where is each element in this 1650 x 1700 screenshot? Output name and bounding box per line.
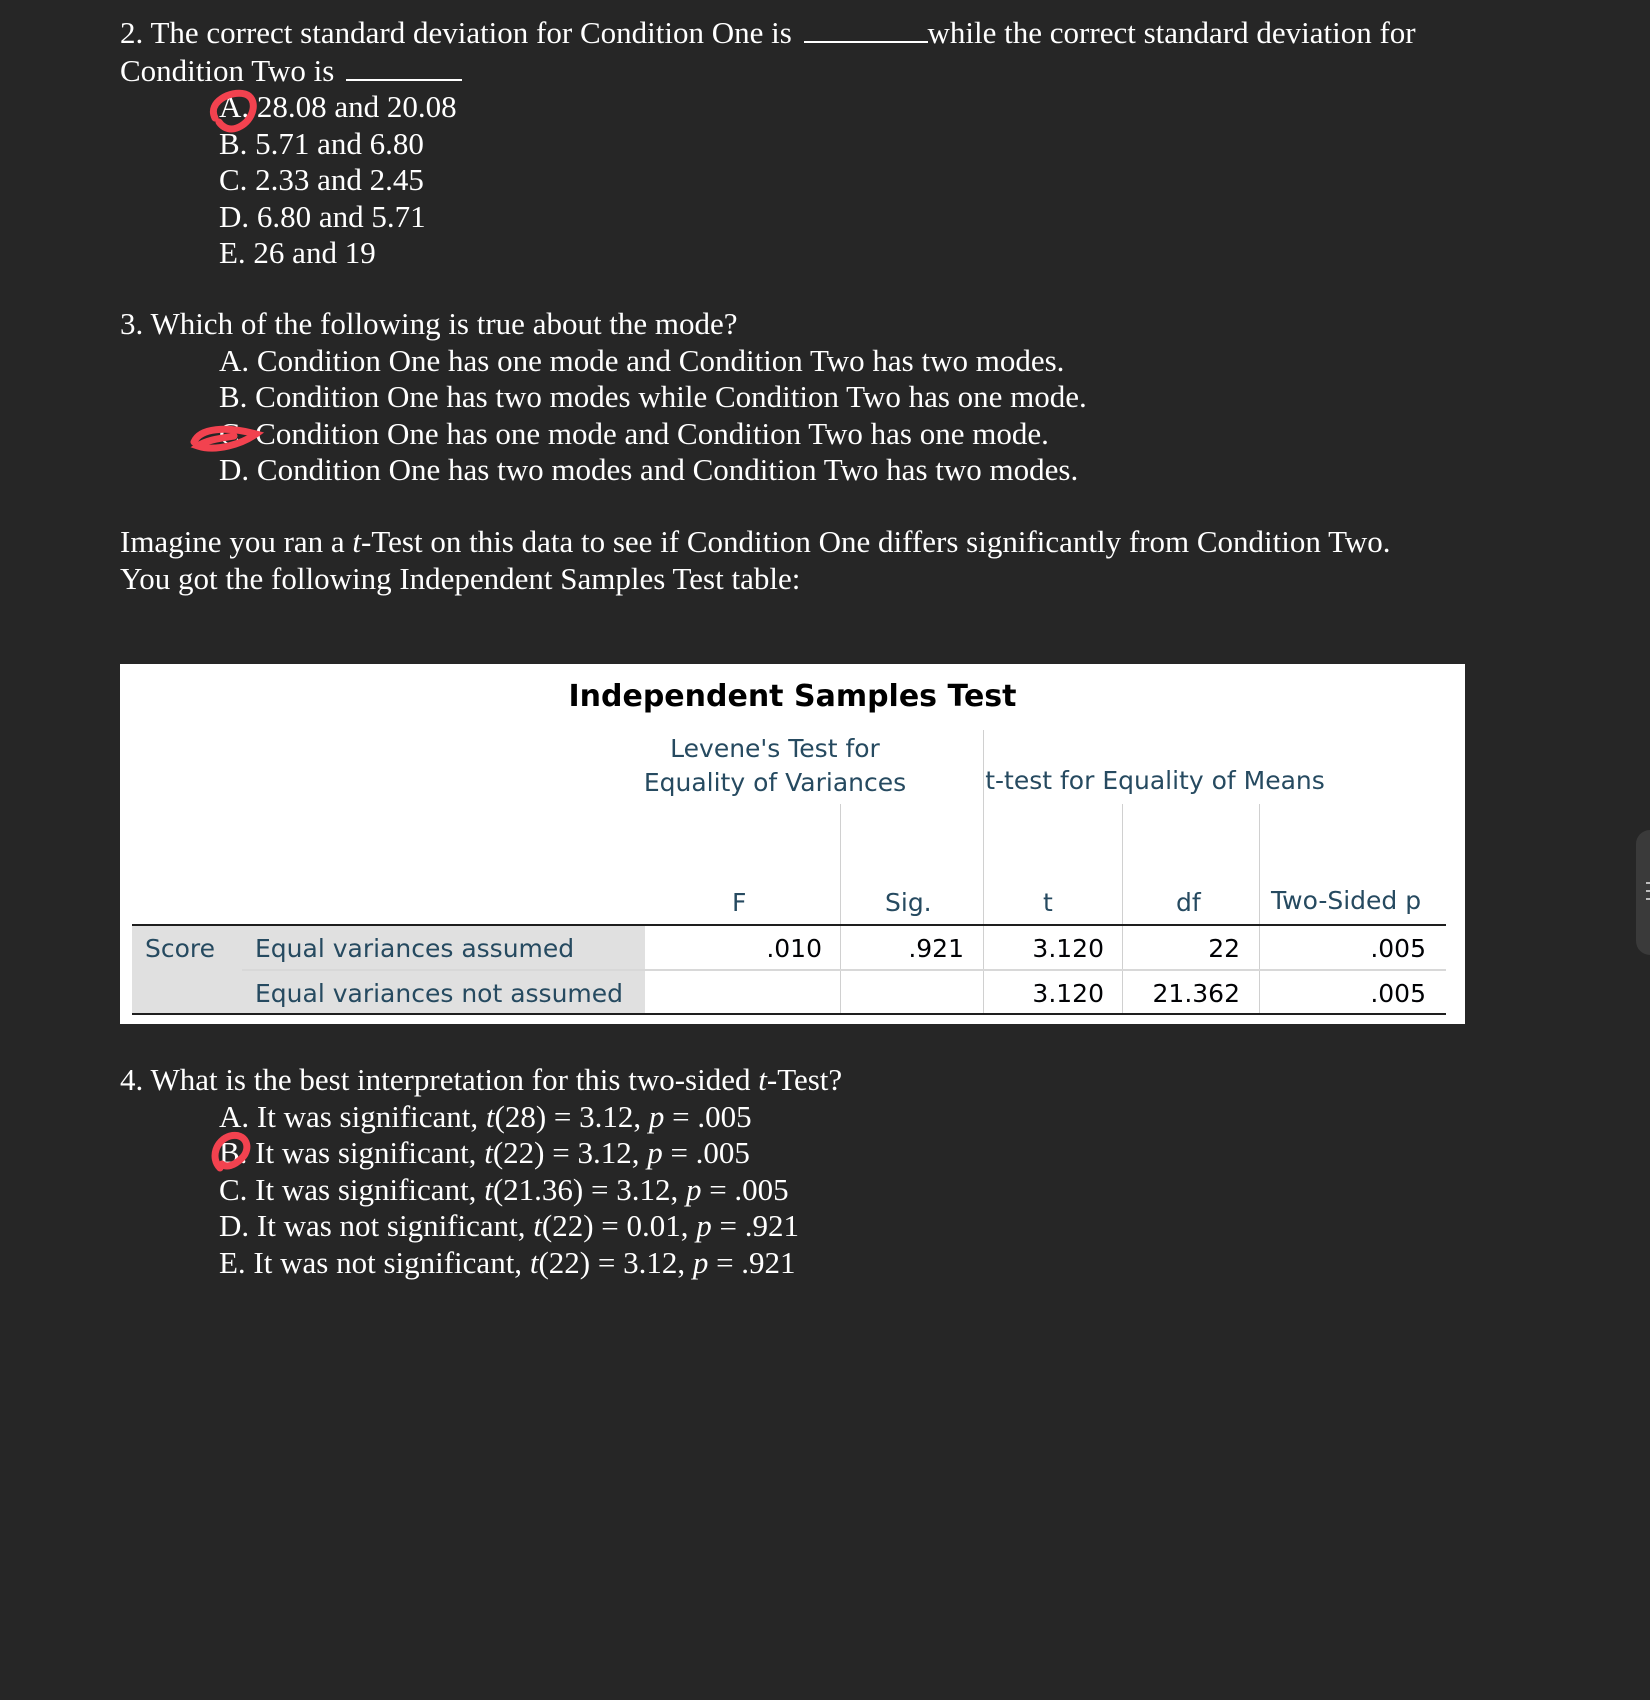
col-header-sig: Sig. xyxy=(885,888,932,917)
p-symbol: p xyxy=(647,1135,663,1170)
cell-t-row-1: 3.120 xyxy=(1032,934,1104,963)
question-4-options xyxy=(219,1099,842,1282)
ttest-header: t-test for Equality of Means xyxy=(985,766,1325,795)
header-rule xyxy=(132,924,1446,926)
option-2b: B. 5.71 and 6.80 xyxy=(219,125,424,161)
option-3a: A. Condition One has one mode and Condition Two has two modes. xyxy=(219,342,1065,378)
option-stat: (22) = 3.12, xyxy=(538,1244,693,1280)
intro-line-2: You got the following Independent Samples Test table: xyxy=(120,560,801,596)
option-text: E. It was not significant, xyxy=(219,1244,530,1280)
question-2-text-c: Condition Two is xyxy=(120,52,335,88)
option-3b: B. Condition One has two modes while Condition Two has one mode. xyxy=(219,379,1087,414)
row-separator xyxy=(242,969,1446,971)
option-stat: (22) = 0.01, xyxy=(541,1208,697,1243)
handle-grip-line xyxy=(1646,882,1650,884)
option-text: C. It was significant, xyxy=(219,1171,485,1207)
divider-vertical xyxy=(840,804,841,1014)
col-header-df: df xyxy=(1176,888,1201,917)
question-2-line-2 xyxy=(120,52,1416,90)
option-4e xyxy=(219,1245,842,1282)
option-pval: = .005 xyxy=(701,1171,789,1207)
intro-line-1 xyxy=(120,524,1390,561)
levene-header-line-1: Levene's Test for xyxy=(670,734,880,763)
row-label-equal-assumed: Equal variances assumed xyxy=(255,934,575,963)
option-4d xyxy=(219,1208,842,1245)
divider-vertical xyxy=(1259,804,1260,1014)
question-3 xyxy=(120,306,1087,489)
option-text: D. It was not significant, xyxy=(219,1208,534,1243)
intro-paragraph xyxy=(120,524,1390,597)
p-symbol: p xyxy=(685,1171,702,1207)
option-stat: (22) = 3.12, xyxy=(492,1135,648,1170)
option-text: B. It was significant, xyxy=(219,1135,485,1170)
option-pval: = .005 xyxy=(662,1135,750,1170)
levene-header-line-2: Equality of Variances xyxy=(643,768,907,797)
option-3c: C. Condition One has one mode and Condition Two has one mode. xyxy=(219,415,1049,451)
col-header-t: t xyxy=(1043,888,1053,917)
handle-grip-line xyxy=(1646,898,1650,900)
question-3-options xyxy=(219,343,1087,489)
independent-samples-test-table xyxy=(120,664,1465,1024)
option-4c xyxy=(219,1172,842,1209)
p-symbol: p xyxy=(648,1098,665,1134)
question-4-text xyxy=(120,1062,842,1099)
divider-vertical xyxy=(1122,804,1123,1014)
question-4-text-a: 4. What is the best interpretation for this two-sided xyxy=(120,1062,759,1097)
row-group-score: Score xyxy=(145,934,216,963)
t-symbol: t xyxy=(529,1244,539,1280)
option-2d: D. 6.80 and 5.71 xyxy=(219,198,426,234)
handle-grip-line xyxy=(1646,890,1650,892)
option-3d: D. Condition One has two modes and Condition Two has two modes. xyxy=(219,452,1079,487)
option-pval: = .005 xyxy=(664,1098,752,1134)
row-label-equal-not-assumed: Equal variances not assumed xyxy=(255,979,624,1008)
table-title: Independent Samples Test xyxy=(568,679,1017,714)
question-4-text-b: -Test? xyxy=(766,1062,843,1097)
option-4b xyxy=(219,1135,842,1172)
cell-t-row-2: 3.120 xyxy=(1032,979,1104,1008)
cell-sig-row-1: .921 xyxy=(908,934,964,963)
answer-circle-mark-q3 xyxy=(186,416,266,456)
side-panel-handle[interactable] xyxy=(1636,830,1650,955)
col-header-two-sided-p: Two-Sided p xyxy=(1271,886,1422,915)
option-stat: (21.36) = 3.12, xyxy=(492,1171,686,1207)
cell-p-row-2: .005 xyxy=(1370,979,1426,1008)
divider-vertical xyxy=(983,730,984,1014)
option-2e: E. 26 and 19 xyxy=(219,235,376,270)
option-4a xyxy=(219,1099,842,1136)
cell-p-row-1: .005 xyxy=(1370,934,1426,963)
option-2c: C. 2.33 and 2.45 xyxy=(219,162,424,197)
bottom-rule xyxy=(132,1013,1446,1015)
p-symbol: p xyxy=(696,1208,712,1243)
cell-df-row-2: 21.362 xyxy=(1152,979,1240,1008)
question-4-t-symbol: t xyxy=(758,1062,767,1097)
cell-f-row-1: .010 xyxy=(766,934,822,963)
option-2a: A. 28.08 and 20.08 xyxy=(219,89,457,124)
t-symbol: t xyxy=(533,1208,542,1243)
answer-circle-mark-q2 xyxy=(203,84,273,144)
t-symbol: t xyxy=(484,1171,493,1207)
intro-line-1-b: -Test on this data to see if Condition One differs significantly from Condition Two. xyxy=(361,524,1391,559)
intro-t-symbol: t xyxy=(352,524,362,559)
question-2-text-b: while the correct standard deviation for xyxy=(927,15,1416,50)
option-pval: = .921 xyxy=(711,1208,800,1243)
question-2-options xyxy=(219,89,1416,272)
levene-header xyxy=(625,732,925,800)
option-stat: (28) = 3.12, xyxy=(494,1098,649,1134)
option-pval: = .921 xyxy=(708,1244,796,1280)
question-2-text-a: 2. The correct standard deviation for Condition One is xyxy=(120,15,792,50)
answer-blank-1 xyxy=(804,14,928,43)
answer-circle-mark-q4 xyxy=(206,1128,262,1180)
cell-df-row-1: 22 xyxy=(1208,934,1240,963)
question-2 xyxy=(120,14,1416,272)
intro-line-1-a: Imagine you ran a xyxy=(120,524,353,559)
question-3-text: 3. Which of the following is true about the mode? xyxy=(120,306,738,341)
p-symbol: p xyxy=(692,1244,709,1280)
question-2-line-1 xyxy=(120,14,1416,52)
col-header-f: F xyxy=(732,888,747,917)
t-symbol: t xyxy=(484,1135,493,1170)
option-text: A. It was significant, xyxy=(219,1098,486,1134)
t-symbol: t xyxy=(485,1098,495,1134)
answer-blank-2 xyxy=(346,52,462,81)
